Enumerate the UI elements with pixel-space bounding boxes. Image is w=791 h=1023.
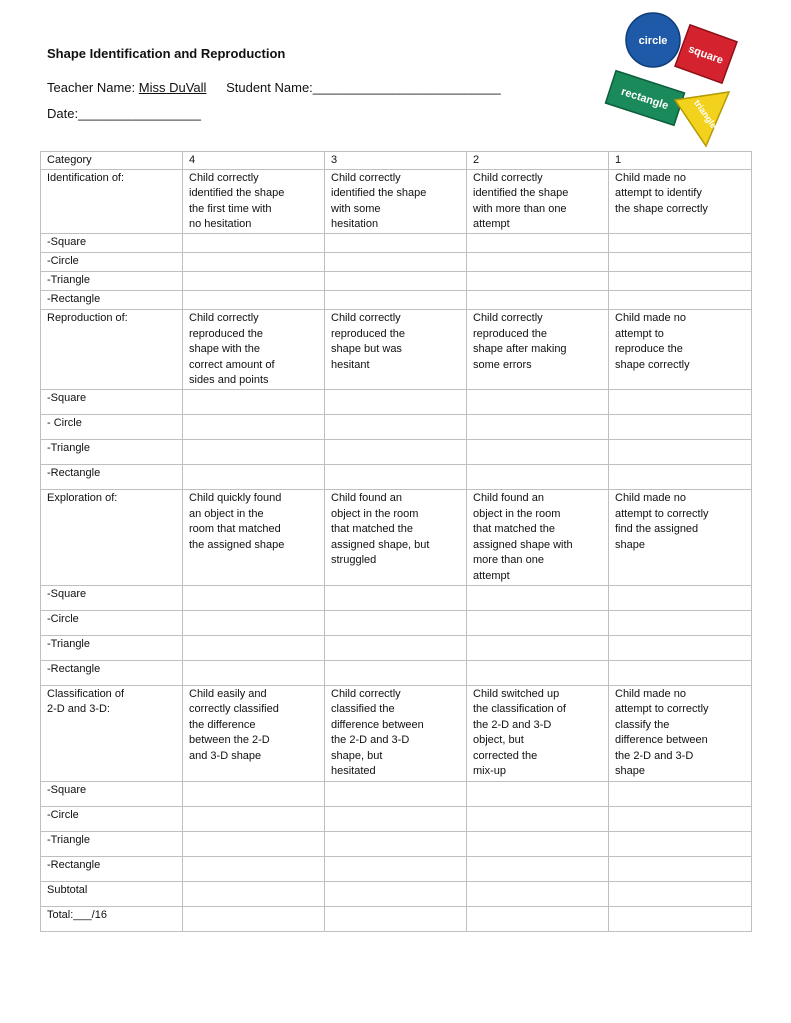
score-cell[interactable] bbox=[467, 831, 609, 856]
shapes-logo bbox=[603, 8, 753, 150]
score-cell[interactable] bbox=[183, 660, 325, 685]
section-row bbox=[41, 685, 752, 781]
teacher-name: Miss DuVall bbox=[138, 80, 207, 95]
item-label-text: -Triangle bbox=[47, 833, 90, 846]
total-label bbox=[41, 906, 183, 931]
item-row bbox=[41, 233, 752, 252]
header-score-4-text: 4 bbox=[189, 154, 196, 166]
score-cell[interactable] bbox=[609, 439, 752, 464]
score-cell[interactable] bbox=[325, 635, 467, 660]
section-category bbox=[41, 309, 183, 389]
score-cell[interactable] bbox=[467, 660, 609, 685]
header-score-1-text: 1 bbox=[615, 154, 622, 166]
item-label-text: -Rectangle bbox=[47, 292, 101, 305]
score-cell[interactable] bbox=[325, 464, 467, 489]
item-label-text: -Square bbox=[47, 391, 87, 404]
score-cell[interactable] bbox=[609, 389, 752, 414]
descriptor-cell bbox=[467, 309, 609, 389]
score-cell[interactable] bbox=[467, 290, 609, 309]
rubric-body bbox=[41, 152, 752, 932]
descriptor-cell bbox=[183, 309, 325, 389]
score-cell[interactable] bbox=[609, 610, 752, 635]
item-row bbox=[41, 414, 752, 439]
score-cell[interactable] bbox=[609, 831, 752, 856]
score-cell[interactable] bbox=[183, 439, 325, 464]
item-label-text: -Rectangle bbox=[47, 662, 101, 675]
item-label-text: -Rectangle bbox=[47, 466, 101, 479]
score-cell[interactable] bbox=[467, 906, 609, 931]
item-label bbox=[41, 439, 183, 464]
subtotal-row bbox=[41, 881, 752, 906]
descriptor-cell bbox=[467, 685, 609, 781]
descriptor-cell-text: Child found an object in the room that matched the assigned shape, but struggled bbox=[331, 491, 430, 567]
item-label bbox=[41, 464, 183, 489]
item-label bbox=[41, 635, 183, 660]
descriptor-cell bbox=[325, 169, 467, 233]
score-cell[interactable] bbox=[325, 806, 467, 831]
descriptor-cell-text: Child made no attempt to correctly find the assigned shape bbox=[615, 491, 709, 551]
item-label bbox=[41, 389, 183, 414]
score-cell[interactable] bbox=[325, 389, 467, 414]
item-label bbox=[41, 290, 183, 309]
section-row bbox=[41, 309, 752, 389]
descriptor-cell-text: Child easily and correctly classified the difference between the 2-D and 3-D shape bbox=[189, 687, 279, 762]
score-cell[interactable] bbox=[325, 233, 467, 252]
score-cell[interactable] bbox=[325, 414, 467, 439]
score-cell[interactable] bbox=[183, 271, 325, 290]
score-cell[interactable] bbox=[467, 881, 609, 906]
score-cell[interactable] bbox=[467, 233, 609, 252]
score-cell[interactable] bbox=[325, 856, 467, 881]
section-category-text: Reproduction of: bbox=[47, 311, 128, 324]
descriptor-cell-text: Child correctly reproduced the shape with the correct amount of sides and points bbox=[189, 311, 275, 387]
score-cell[interactable] bbox=[325, 271, 467, 290]
descriptor-cell bbox=[609, 169, 752, 233]
descriptor-cell-text: Child made no attempt to correctly classify the difference between the 2-D and 3-D shape bbox=[615, 687, 709, 778]
item-label-text: -Rectangle bbox=[47, 858, 101, 871]
header-category bbox=[41, 152, 183, 170]
score-cell[interactable] bbox=[609, 233, 752, 252]
score-cell[interactable] bbox=[325, 585, 467, 610]
item-label bbox=[41, 233, 183, 252]
score-cell[interactable] bbox=[183, 610, 325, 635]
item-label bbox=[41, 252, 183, 271]
section-category bbox=[41, 685, 183, 781]
descriptor-cell-text: Child quickly found an object in the room that matched the assigned shape bbox=[189, 491, 285, 551]
score-cell[interactable] bbox=[467, 389, 609, 414]
header-score-1 bbox=[609, 152, 752, 170]
descriptor-cell bbox=[609, 309, 752, 389]
score-cell[interactable] bbox=[609, 585, 752, 610]
header-category-text: Category bbox=[47, 154, 92, 166]
descriptor-cell-text: Child correctly classified the difference between the 2-D and 3-D shape, but hesitated bbox=[331, 687, 424, 778]
item-label-text: -Triangle bbox=[47, 273, 90, 286]
score-cell[interactable] bbox=[183, 906, 325, 931]
descriptor-cell bbox=[609, 685, 752, 781]
score-cell[interactable] bbox=[183, 881, 325, 906]
score-cell[interactable] bbox=[609, 252, 752, 271]
item-label bbox=[41, 660, 183, 685]
square-shape bbox=[675, 25, 737, 83]
score-cell[interactable] bbox=[183, 831, 325, 856]
descriptor-cell bbox=[467, 169, 609, 233]
score-cell[interactable] bbox=[467, 806, 609, 831]
section-category-text: Exploration of: bbox=[47, 491, 118, 504]
item-row bbox=[41, 271, 752, 290]
score-cell[interactable] bbox=[609, 881, 752, 906]
descriptor-cell-text: Child made no attempt to reproduce the shape correctly bbox=[615, 311, 690, 371]
item-row bbox=[41, 660, 752, 685]
score-cell[interactable] bbox=[325, 781, 467, 806]
score-cell[interactable] bbox=[609, 856, 752, 881]
descriptor-cell-text: Child found an object in the room that matched the assigned shape with more than one attempt bbox=[473, 491, 573, 582]
item-row bbox=[41, 389, 752, 414]
item-label-text: - Circle bbox=[47, 416, 82, 429]
score-cell[interactable] bbox=[183, 806, 325, 831]
student-name-blank[interactable]: __________________________ bbox=[312, 80, 501, 95]
score-cell[interactable] bbox=[183, 290, 325, 309]
score-cell[interactable] bbox=[609, 635, 752, 660]
item-label bbox=[41, 856, 183, 881]
score-cell[interactable] bbox=[325, 252, 467, 271]
item-row bbox=[41, 635, 752, 660]
item-label-text: -Square bbox=[47, 587, 87, 600]
score-cell[interactable] bbox=[467, 464, 609, 489]
item-label-text: -Triangle bbox=[47, 441, 90, 454]
item-label-text: -Circle bbox=[47, 254, 79, 267]
section-row bbox=[41, 169, 752, 233]
item-row bbox=[41, 585, 752, 610]
score-cell[interactable] bbox=[183, 585, 325, 610]
page-title: Shape Identification and Reproduction bbox=[47, 46, 286, 61]
score-cell[interactable] bbox=[183, 233, 325, 252]
score-cell[interactable] bbox=[467, 414, 609, 439]
item-row bbox=[41, 610, 752, 635]
circle-shape bbox=[626, 13, 680, 67]
score-cell[interactable] bbox=[183, 389, 325, 414]
score-cell[interactable] bbox=[325, 881, 467, 906]
score-cell[interactable] bbox=[467, 585, 609, 610]
item-row bbox=[41, 290, 752, 309]
descriptor-cell bbox=[467, 489, 609, 585]
date-blank[interactable]: _________________ bbox=[78, 106, 201, 121]
score-cell[interactable] bbox=[183, 781, 325, 806]
score-cell[interactable] bbox=[467, 856, 609, 881]
score-cell[interactable] bbox=[325, 831, 467, 856]
score-cell[interactable] bbox=[325, 290, 467, 309]
header-score-4 bbox=[183, 152, 325, 170]
item-label bbox=[41, 585, 183, 610]
rubric-table bbox=[40, 151, 752, 932]
item-label bbox=[41, 271, 183, 290]
rectangle-shape bbox=[606, 71, 685, 126]
score-cell[interactable] bbox=[609, 414, 752, 439]
item-row bbox=[41, 856, 752, 881]
score-cell[interactable] bbox=[183, 464, 325, 489]
score-cell[interactable] bbox=[609, 781, 752, 806]
section-category-text: Classification of 2-D and 3-D: bbox=[47, 687, 125, 716]
score-cell[interactable] bbox=[609, 806, 752, 831]
student-label: Student Name: bbox=[226, 80, 313, 95]
score-cell[interactable] bbox=[183, 414, 325, 439]
item-label bbox=[41, 610, 183, 635]
section-category bbox=[41, 169, 183, 233]
descriptor-cell bbox=[609, 489, 752, 585]
header-score-3-text: 3 bbox=[331, 154, 338, 166]
descriptor-cell bbox=[325, 489, 467, 585]
descriptor-cell-text: Child made no attempt to identify the shape correctly bbox=[615, 171, 708, 215]
circle-label: circle bbox=[638, 35, 668, 47]
section-category-text: Identification of: bbox=[47, 171, 125, 184]
subtotal-label-text: Subtotal bbox=[47, 883, 88, 896]
score-cell[interactable] bbox=[467, 439, 609, 464]
section-row bbox=[41, 489, 752, 585]
score-cell[interactable] bbox=[325, 610, 467, 635]
descriptor-cell-text: Child correctly reproduced the shape but was hesitant bbox=[331, 311, 405, 371]
score-cell[interactable] bbox=[325, 660, 467, 685]
score-cell[interactable] bbox=[609, 660, 752, 685]
item-label bbox=[41, 806, 183, 831]
square-label: square bbox=[686, 43, 725, 67]
item-label-text: -Triangle bbox=[47, 637, 90, 650]
descriptor-cell-text: Child correctly reproduced the shape after making some errors bbox=[473, 311, 567, 371]
score-cell[interactable] bbox=[467, 635, 609, 660]
item-label bbox=[41, 414, 183, 439]
descriptor-cell-text: Child correctly identified the shape the first time with no hesitation bbox=[189, 171, 285, 231]
item-row bbox=[41, 831, 752, 856]
score-cell[interactable] bbox=[467, 271, 609, 290]
item-label-text: -Square bbox=[47, 783, 87, 796]
score-cell[interactable] bbox=[609, 271, 752, 290]
table-header-row bbox=[41, 152, 752, 170]
name-line bbox=[47, 80, 501, 95]
score-cell[interactable] bbox=[609, 290, 752, 309]
descriptor-cell bbox=[183, 169, 325, 233]
score-cell[interactable] bbox=[467, 252, 609, 271]
item-label bbox=[41, 781, 183, 806]
descriptor-cell-text: Child correctly identified the shape with some hesitation bbox=[331, 171, 427, 231]
score-cell[interactable] bbox=[183, 252, 325, 271]
score-cell[interactable] bbox=[183, 856, 325, 881]
score-cell[interactable] bbox=[609, 906, 752, 931]
date-label: Date: bbox=[47, 106, 79, 121]
item-label-text: -Circle bbox=[47, 808, 79, 821]
score-cell[interactable] bbox=[183, 635, 325, 660]
descriptor-cell-text: Child switched up the classification of the 2-D and 3-D object, but corrected the mix-up bbox=[473, 687, 566, 778]
item-label-text: -Square bbox=[47, 235, 87, 248]
descriptor-cell bbox=[325, 309, 467, 389]
item-row bbox=[41, 781, 752, 806]
item-row bbox=[41, 464, 752, 489]
score-cell[interactable] bbox=[325, 439, 467, 464]
score-cell[interactable] bbox=[609, 464, 752, 489]
header-score-2 bbox=[467, 152, 609, 170]
score-cell[interactable] bbox=[325, 906, 467, 931]
score-cell[interactable] bbox=[467, 781, 609, 806]
triangle-shape bbox=[675, 92, 729, 146]
item-row bbox=[41, 439, 752, 464]
total-label-text: Total:___/16 bbox=[47, 908, 107, 921]
item-label-text: -Circle bbox=[47, 612, 79, 625]
rectangle-label: rectangle bbox=[619, 85, 670, 113]
triangle-label: triangle bbox=[692, 98, 719, 131]
header-score-2-text: 2 bbox=[473, 154, 480, 166]
item-label bbox=[41, 831, 183, 856]
section-category bbox=[41, 489, 183, 585]
descriptor-cell bbox=[183, 685, 325, 781]
descriptor-cell bbox=[325, 685, 467, 781]
total-row bbox=[41, 906, 752, 931]
teacher-label: Teacher Name: bbox=[47, 80, 136, 95]
descriptor-cell-text: Child correctly identified the shape with more than one attempt bbox=[473, 171, 569, 231]
item-row bbox=[41, 252, 752, 271]
subtotal-label bbox=[41, 881, 183, 906]
date-line bbox=[47, 106, 201, 121]
item-row bbox=[41, 806, 752, 831]
score-cell[interactable] bbox=[467, 610, 609, 635]
descriptor-cell bbox=[183, 489, 325, 585]
header-score-3 bbox=[325, 152, 467, 170]
